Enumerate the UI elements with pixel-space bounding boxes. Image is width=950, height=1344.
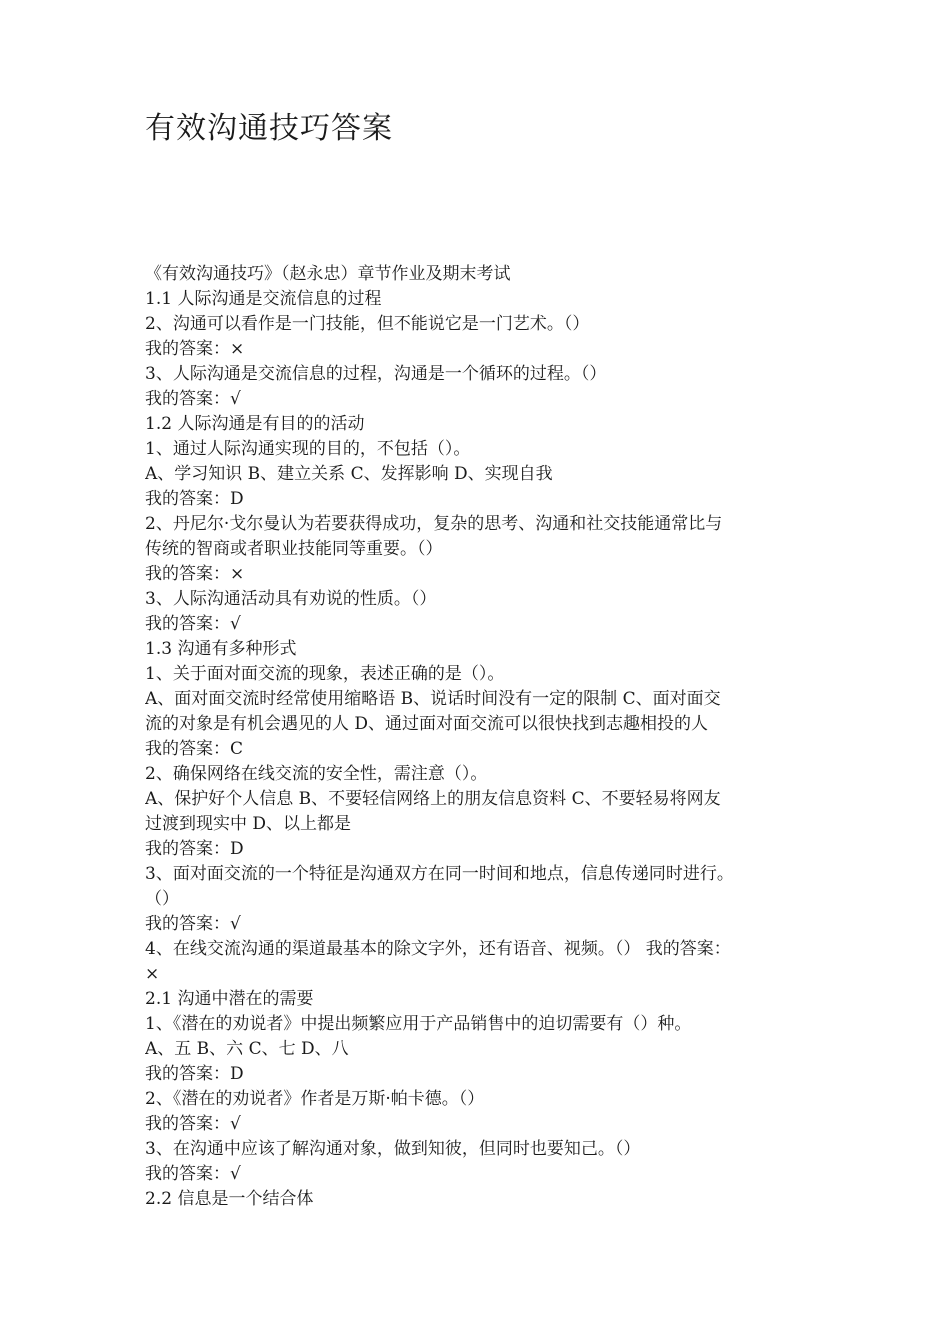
document-body [145,262,810,1212]
text-line: 我的答案：D [145,489,244,509]
text-line: 2、确保网络在线交流的安全性，需注意（）。 [145,764,488,784]
text-line: A、五 B、六 C、七 D、八 [145,1039,349,1059]
text-line: 2、《潜在的劝说者》作者是万斯·帕卡德。（） [145,1089,485,1109]
text-line: 过渡到现实中 D、以上都是 [145,814,352,834]
text-line: × [145,964,160,984]
text-line: 我的答案：√ [145,1164,241,1184]
text-line: 我的答案：√ [145,1114,241,1134]
text-line: （） [145,889,179,909]
text-line: 1、通过人际沟通实现的目的，不包括（）。 [145,439,471,459]
text-line: 我的答案：D [145,1064,244,1084]
text-line: 3、面对面交流的一个特征是沟通双方在同一时间和地点，信息传递同时进行。 [145,864,734,884]
text-line: 2、沟通可以看作是一门技能，但不能说它是一门艺术。（） [145,314,590,334]
text-line: 《有效沟通技巧》（赵永忠）章节作业及期末考试 [145,264,511,284]
text-line: 我的答案：× [145,339,245,359]
text-line: 1.2 人际沟通是有目的的活动 [145,414,365,434]
text-line: 1.1 人际沟通是交流信息的过程 [145,289,382,309]
text-line: 传统的智商或者职业技能同等重要。（） [145,539,443,559]
text-line: 1.3 沟通有多种形式 [145,639,297,659]
text-line: 1、关于面对面交流的现象，表述正确的是（）。 [145,664,505,684]
text-line: A、学习知识 B、建立关系 C、发挥影响 D、实现自我 [145,464,553,484]
text-line: 流的对象是有机会遇见的人 D、通过面对面交流可以很快找到志趣相投的人 [145,714,709,734]
text-line: 3、人际沟通活动具有劝说的性质。（） [145,589,437,609]
text-line: 我的答案：√ [145,614,241,634]
text-line: 2.1 沟通中潜在的需要 [145,989,314,1009]
text-line: A、保护好个人信息 B、不要轻信网络上的朋友信息资料 C、不要轻易将网友 [145,789,721,809]
text-line: 我的答案：× [145,564,245,584]
document-title: 有效沟通技巧答案 [145,111,393,146]
text-line: 4、在线交流沟通的渠道最基本的除文字外，还有语音、视频。（） 我的答案： [145,939,731,959]
text-line: 2、丹尼尔·戈尔曼认为若要获得成功，复杂的思考、沟通和社交技能通常比与 [145,514,723,534]
text-line: 我的答案：C [145,739,244,759]
text-line: 我的答案：√ [145,389,241,409]
text-line: 我的答案：D [145,839,244,859]
text-line: 3、在沟通中应该了解沟通对象，做到知彼，但同时也要知己。（） [145,1139,641,1159]
text-line: 1、《潜在的劝说者》中提出频繁应用于产品销售中的迫切需要有（）种。 [145,1014,692,1034]
text-line: A、面对面交流时经常使用缩略语 B、说话时间没有一定的限制 C、面对面交 [145,689,721,709]
text-line: 3、人际沟通是交流信息的过程，沟通是一个循环的过程。（） [145,364,607,384]
text-line: 2.2 信息是一个结合体 [145,1189,314,1209]
text-line: 我的答案：√ [145,914,241,934]
